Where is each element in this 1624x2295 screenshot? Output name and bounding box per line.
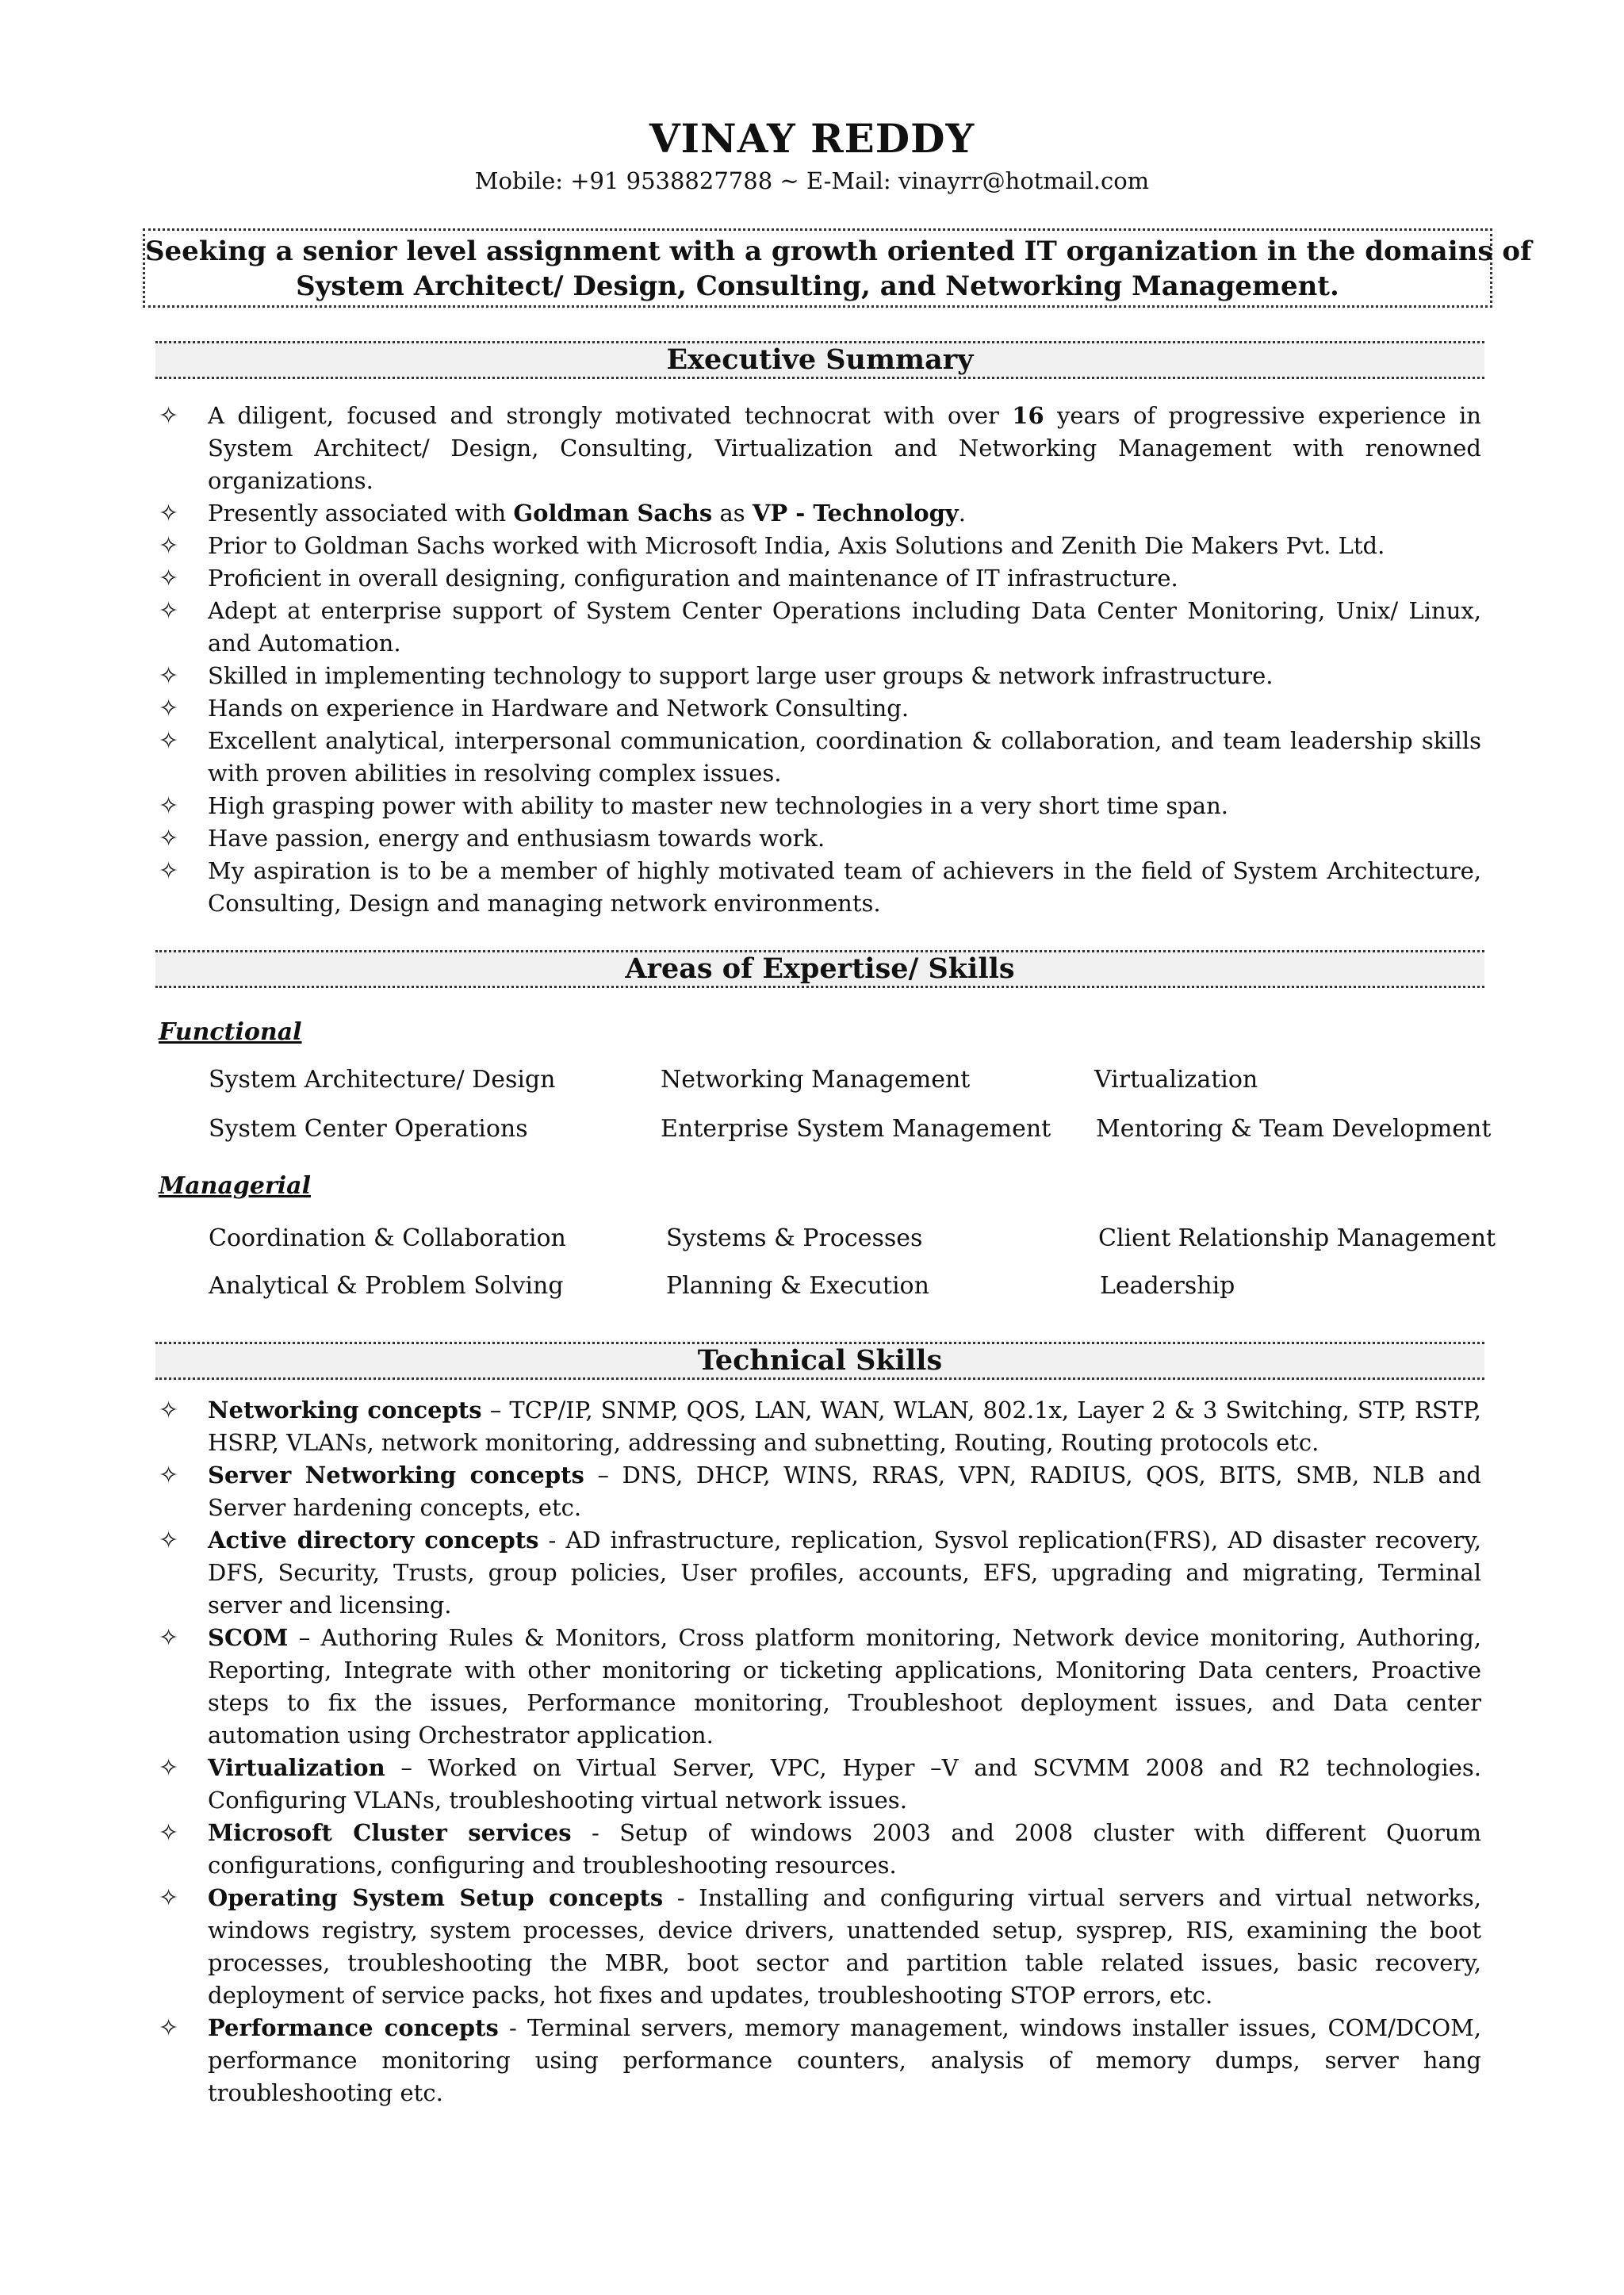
summary-item-text: My aspiration is to be a member of highly motivated team of achievers in the field of System Architecture, Consulting, Design and managing network environments. (208, 857, 1481, 917)
four-point-star-bullet-icon: ✧ (159, 402, 179, 430)
managerial-skill: Coordination & Collaboration (209, 1224, 566, 1252)
executive-summary-list (155, 400, 1481, 920)
summary-item (155, 790, 1481, 822)
technical-skill-item (155, 1459, 1481, 1524)
summary-item-emphasis: VP - Technology (752, 500, 959, 527)
functional-skill: Virtualization (1094, 1066, 1258, 1094)
technical-skill-heading: Active directory concepts (208, 1527, 539, 1554)
four-point-star-bullet-icon: ✧ (159, 565, 179, 592)
technical-skills-list (155, 1394, 1481, 2109)
four-point-star-bullet-icon: ✧ (159, 500, 179, 527)
managerial-skill: Leadership (1100, 1272, 1235, 1300)
functional-skill: Mentoring & Team Development (1096, 1115, 1492, 1143)
section-title-technical-skills: Technical Skills (155, 1342, 1484, 1380)
technical-skill-text: - Setup of windows 2003 and 2008 cluster with different Quorum configurations, configuring and troubleshooting resources. (208, 1819, 1481, 1879)
technical-skill-item (155, 1524, 1481, 1622)
summary-item-emphasis: 16 (1012, 402, 1044, 429)
summary-item (155, 530, 1481, 562)
four-point-star-bullet-icon: ✧ (159, 1397, 179, 1424)
summary-item-text: as (712, 500, 753, 527)
summary-item-text: . (958, 500, 966, 527)
four-point-star-bullet-icon: ✧ (159, 1819, 179, 1847)
summary-item (155, 692, 1481, 725)
technical-skill-heading: Microsoft Cluster services (208, 1819, 572, 1846)
section-title-executive-summary: Executive Summary (155, 341, 1484, 379)
summary-item-text: Proficient in overall designing, configuration and maintenance of IT infrastructure. (208, 565, 1178, 592)
four-point-star-bullet-icon: ✧ (159, 792, 179, 820)
summary-item (155, 400, 1481, 497)
technical-skill-heading: Networking concepts (208, 1397, 482, 1423)
four-point-star-bullet-icon: ✧ (159, 825, 179, 852)
four-point-star-bullet-icon: ✧ (159, 1462, 179, 1489)
objective-line-2: System Architect/ Design, Consulting, and Networking Management. (296, 270, 1339, 302)
four-point-star-bullet-icon: ✧ (159, 1754, 179, 1782)
summary-item-text: Hands on experience in Hardware and Network Consulting. (208, 695, 910, 722)
technical-skill-item (155, 1817, 1481, 1882)
four-point-star-bullet-icon: ✧ (159, 2014, 179, 2042)
summary-item (155, 725, 1481, 790)
summary-item-text: Have passion, energy and enthusiasm towards work. (208, 825, 825, 852)
four-point-star-bullet-icon: ✧ (159, 532, 179, 560)
objective-line-1: Seeking a senior level assignment with a growth oriented IT organization in the domains of (145, 236, 1532, 267)
functional-skill: Networking Management (661, 1066, 971, 1094)
summary-item (155, 497, 1481, 530)
technical-skill-heading: Performance concepts (208, 2014, 499, 2041)
four-point-star-bullet-icon: ✧ (159, 1527, 179, 1554)
summary-item (155, 595, 1481, 660)
objective-box (143, 228, 1532, 308)
summary-item (155, 855, 1481, 920)
summary-item (155, 562, 1481, 595)
candidate-name: VINAY REDDY (649, 115, 975, 162)
summary-item-text: Skilled in implementing technology to support large user groups & network infrastructure. (208, 662, 1274, 689)
four-point-star-bullet-icon: ✧ (159, 1624, 179, 1652)
summary-item (155, 660, 1481, 692)
technical-skill-item (155, 2012, 1481, 2109)
technical-skill-text: – DNS, DHCP, WINS, RRAS, VPN, RADIUS, QOS, BITS, SMB, NLB and Server hardening concepts, etc. (208, 1462, 1481, 1521)
four-point-star-bullet-icon: ✧ (159, 1884, 179, 1912)
summary-item-text: Presently associated with (208, 500, 514, 527)
section-title-expertise: Areas of Expertise/ Skills (155, 950, 1484, 988)
technical-skill-text: – Worked on Virtual Server, VPC, Hyper –V and SCVMM 2008 and R2 technologies. Configuring VLANs, troubleshooting virtual network issues. (208, 1754, 1481, 1814)
four-point-star-bullet-icon: ✧ (159, 727, 179, 755)
technical-skill-item (155, 1622, 1481, 1752)
managerial-label: Managerial (159, 1172, 311, 1200)
technical-skill-text: – TCP/IP, SNMP, QOS, LAN, WAN, WLAN, 802.1x, Layer 2 & 3 Switching, STP, RSTP, HSRP, VLANs, network monitoring, addressing and subnetting, Routing, Routing protocols etc. (208, 1397, 1481, 1456)
functional-skill: Enterprise System Management (661, 1115, 1051, 1143)
summary-item-text: years of progressive experience in System Architect/ Design, Consulting, Virtualization and Networking Management with renowned organizations. (208, 402, 1481, 494)
technical-skill-text: - Installing and configuring virtual servers and virtual networks, windows registry, system processes, device drivers, unattended setup, sysprep, RIS, examining the boot processes, troubleshooting the MBR, boot sector and partition table related issues, basic recovery, deployment of service packs, hot fixes and updates, troubleshooting STOP errors, etc. (208, 1884, 1481, 2009)
summary-item-emphasis: Goldman Sachs (513, 500, 713, 527)
technical-skill-text: - AD infrastructure, replication, Sysvol replication(FRS), AD disaster recovery, DFS, Security, Trusts, group policies, User profiles, accounts, EFS, upgrading and migrating, Terminal server and licensing. (208, 1527, 1482, 1619)
functional-skill: System Architecture/ Design (209, 1066, 556, 1094)
technical-skill-heading: Virtualization (208, 1754, 385, 1781)
technical-skill-item (155, 1752, 1481, 1817)
technical-skill-text: - Terminal servers, memory management, windows installer issues, COM/DCOM, performance monitoring using performance counters, analysis of memory dumps, server hang troubleshooting etc. (208, 2014, 1482, 2106)
technical-skill-item (155, 1882, 1481, 2012)
technical-skill-heading: SCOM (208, 1624, 289, 1651)
four-point-star-bullet-icon: ✧ (159, 597, 179, 625)
functional-label: Functional (159, 1018, 302, 1046)
contact-line: Mobile: +91 9538827788 ~ E-Mail: vinayrr@hotmail.com (474, 167, 1150, 194)
managerial-skill: Systems & Processes (666, 1224, 923, 1252)
four-point-star-bullet-icon: ✧ (159, 857, 179, 885)
technical-skill-heading: Server Networking concepts (208, 1462, 584, 1488)
summary-item-text: Prior to Goldman Sachs worked with Microsoft India, Axis Solutions and Zenith Die Makers Pvt. Ltd. (208, 532, 1385, 559)
four-point-star-bullet-icon: ✧ (159, 662, 179, 690)
summary-item (155, 822, 1481, 855)
managerial-skill: Analytical & Problem Solving (209, 1272, 564, 1300)
technical-skill-item (155, 1394, 1481, 1459)
functional-skill: System Center Operations (209, 1115, 528, 1143)
technical-skill-text: – Authoring Rules & Monitors, Cross platform monitoring, Network device monitoring, Authoring, Reporting, Integrate with other monitoring or ticketing applications, Monitoring Data centers, Proactive steps to fix the issues, Performance monitoring, Troubleshoot deployment issues, and Data center automation using Orchestrator application. (208, 1624, 1481, 1749)
technical-skill-heading: Operating System Setup concepts (208, 1884, 664, 1911)
managerial-skill: Client Relationship Management (1098, 1224, 1496, 1252)
summary-item-text: Adept at enterprise support of System Center Operations including Data Center Monitoring, Unix/ Linux, and Automation. (208, 597, 1481, 657)
summary-item-text: High grasping power with ability to master new technologies in a very short time span. (208, 792, 1228, 819)
four-point-star-bullet-icon: ✧ (159, 695, 179, 722)
managerial-skill: Planning & Execution (666, 1272, 929, 1300)
summary-item-text: Excellent analytical, interpersonal communication, coordination & collaboration, and team leadership skills with proven abilities in resolving complex issues. (208, 727, 1481, 787)
summary-item-text: A diligent, focused and strongly motivated technocrat with over (208, 402, 1013, 429)
